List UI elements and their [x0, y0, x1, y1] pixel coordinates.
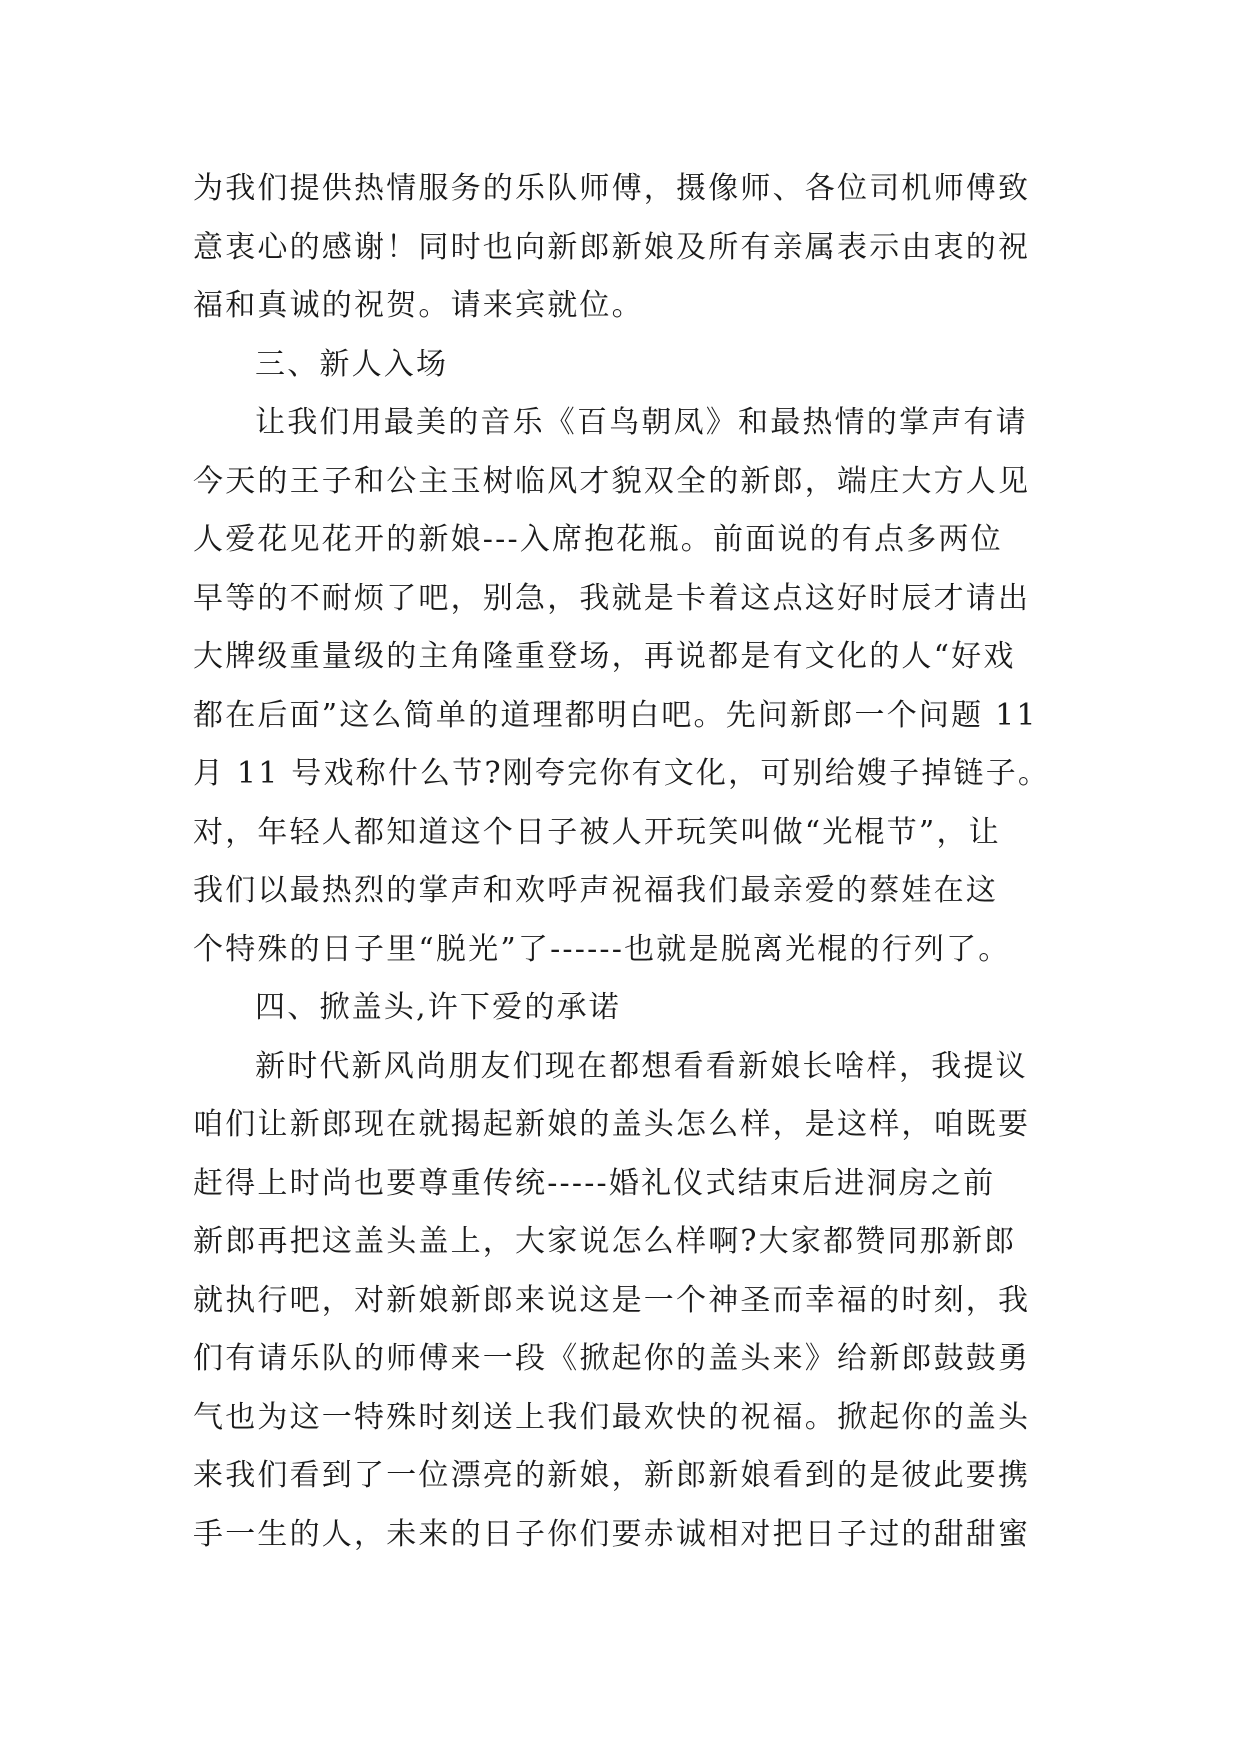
text-line: 我们以最热烈的掌声和欢呼声祝福我们最亲爱的蔡娃在这: [193, 873, 998, 908]
paragraph-start: 新时代新风尚朋友们现在都想看看新娘长啥样，我提议: [255, 1048, 1028, 1084]
text-line: 人爱花见花开的新娘---入席抱花瓶。前面说的有点多两位: [193, 522, 1003, 557]
text-line: 意衷心的感谢！同时也向新郎新娘及所有亲属表示由衷的祝: [193, 229, 1031, 265]
text-line: 大牌级重量级的主角隆重登场，再说都是有文化的人“好戏: [193, 639, 1016, 674]
text-line: 赶得上时尚也要尊重传统-----婚礼仪式结束后进洞房之前: [193, 1165, 996, 1201]
text-line: 气也为这一特殊时刻送上我们最欢快的祝福。掀起你的盖头: [193, 1399, 1031, 1435]
text-line: 早等的不耐烦了吧，别急，我就是卡着这点这好时辰才请出: [193, 580, 1031, 616]
text-line: 福和真诚的祝贺。请来宾就位。: [193, 288, 644, 323]
section-heading-4: 四、掀盖头,许下爱的承诺: [255, 990, 621, 1025]
document-body: [193, 160, 1073, 1564]
section-heading-3: 三、新人入场: [255, 346, 449, 382]
text-line: 咱们让新郎现在就揭起新娘的盖头怎么样，是这样，咱既要: [193, 1107, 1031, 1142]
text-line: 个特殊的日子里“脱光”了------也就是脱离光棍的行列了。: [193, 931, 1011, 967]
text-line: 月 11 号戏称什么节?刚夸完你有文化，可别给嫂子掉链子。: [193, 756, 1051, 791]
text-line: 手一生的人，未来的日子你们要赤诚相对把日子过的甜甜蜜: [193, 1516, 1031, 1552]
paragraph-start: 让我们用最美的音乐《百鸟朝凤》和最热情的掌声有请: [255, 405, 1028, 440]
text-line: 来我们看到了一位漂亮的新娘，新郎新娘看到的是彼此要携: [193, 1458, 1031, 1493]
text-line: 今天的王子和公主玉树临风才貌双全的新郎，端庄大方人见: [193, 463, 1031, 499]
text-line: 们有请乐队的师傅来一段《掀起你的盖头来》给新郎鼓鼓勇: [193, 1341, 1031, 1376]
text-line: 为我们提供热情服务的乐队师傅，摄像师、各位司机师傅致: [193, 171, 1031, 206]
text-line: 对，年轻人都知道这个日子被人开玩笑叫做“光棍节”，让: [193, 814, 1001, 850]
text-line: 就执行吧，对新娘新郎来说这是一个神圣而幸福的时刻，我: [193, 1282, 1031, 1318]
text-line: 都在后面”这么简单的道理都明白吧。先问新郎一个问题 11: [193, 697, 1038, 733]
text-line: 新郎再把这盖头盖上，大家说怎么样啊?大家都赞同那新郎: [193, 1224, 1017, 1259]
